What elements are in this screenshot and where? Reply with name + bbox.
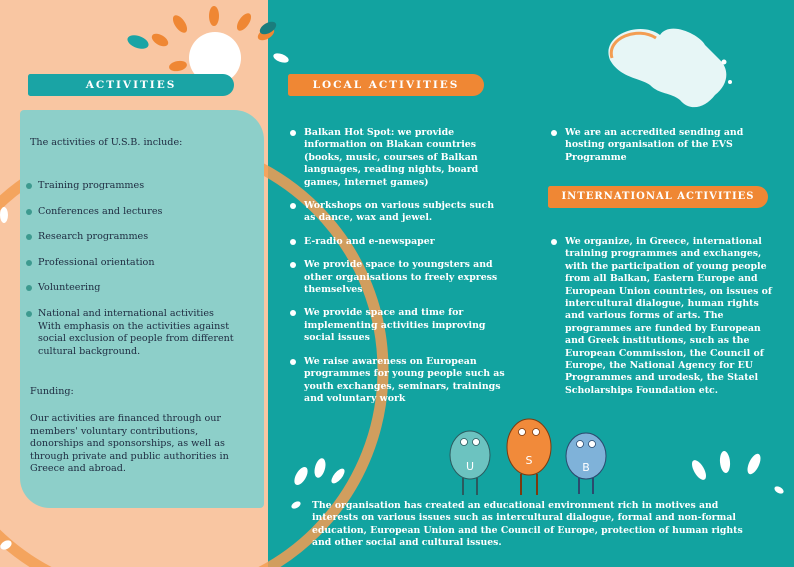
local-activities-list [290,127,506,405]
bullet-icon [26,311,32,317]
leaf-icon [126,33,151,52]
bullet-icon [290,262,296,268]
leaf-icon [272,52,290,65]
funding-heading: Funding: [30,386,74,397]
list-item: Research programmes [26,231,254,244]
evs-list [551,127,769,164]
bullet-icon [551,239,557,245]
list-item: Conferences and lectures [26,206,254,219]
sun-ray [168,60,187,73]
bullet-icon [290,310,296,316]
bullet-icon [26,285,32,291]
list-item: We organize, in Greece, international training programmes and exchanges, with the participation of young people from all Balkan, Eastern Europe and European Union countries, on issues of intercultural dialogue, human rights and various forms of arts. The programmes are funded by European and Greek institutions, such as the European Commission, the Council of Europe, the National Agency for EU Programmes and urodesk, the Statel Scholarships Foundation etc. [551,236,773,397]
leaf-icon [719,451,731,474]
bullet-icon [26,209,32,215]
list-item: We raise awareness on European programmes for young people such as youth exchanges, seminars, trainings and voluntary work [290,356,506,406]
list-item: We provide space and time for implementing activities improving social issues [290,307,506,344]
list-item: Volunteering [26,282,254,295]
mascot-b [566,433,606,494]
list-item: E-radio and e-newspaper [290,236,506,248]
activities-intro: The activities of U.S.B. include: [30,137,183,148]
list-item: Workshops on various subjects such as dance, wax and jewel. [290,200,506,225]
sun-ray [170,13,190,35]
leaf-icon [0,207,8,223]
mascot-s [507,419,551,495]
funding-text: Our activities are financed through our members' voluntary contributions, donorships and sponsorships, as well as through private and public authorities in Greece and abroad. [30,413,229,475]
leaf-icon [292,465,311,487]
bullet-icon [26,234,32,240]
mascot-s-letter: S [525,454,533,467]
local-activities-banner: LOCAL ACTIVITIES [288,74,484,96]
bullet-icon [551,130,557,136]
international-activities-list [551,236,773,397]
bullet-icon [26,183,32,189]
closing-paragraph: The organisation has created an educational environment rich in motives and interests on various issues such as intercultural dialogue, formal and non-formal education, European Union and the Council of Europe, protection of human rights and other social and cultural issues. [312,500,743,549]
list-item: Balkan Hot Spot: we provide information on Blakan countries (books, music, courses of Balkan languages, reading nights, board games, internet games) [290,127,506,189]
list-item: We provide space to youngsters and other organisations to freely express themselves [290,259,506,296]
leaf-icon [773,485,785,495]
bullet-icon [290,203,296,209]
leaf-icon [313,457,328,479]
bullet-icon [290,130,296,136]
list-item: National and international activities With emphasis on the activities against social exclusion of people from different cultural background. [26,308,254,358]
sun-ray [150,31,171,49]
leaf-icon [329,467,347,486]
leaf-icon [689,458,709,482]
list-item: Training programmes [26,180,254,193]
sun-ray [209,6,219,26]
sun-ray [234,11,254,33]
leaf-icon [290,500,302,510]
mascot-u [450,431,490,495]
leaf-icon [745,452,763,476]
list-item: We are an accredited sending and hosting organisation of the EVS Programme [551,127,769,164]
list-item: Professional orientation [26,257,254,270]
bullet-icon [26,260,32,266]
mascot-b-letter: B [582,461,590,474]
balkan-map-logo [608,29,732,108]
mascot-u-letter: U [465,460,475,473]
bullet-icon [290,359,296,365]
international-activities-banner: INTERNATIONAL ACTIVITIES [548,186,768,208]
activities-list [26,180,254,358]
bullet-icon [290,239,296,245]
activities-banner: ACTIVITIES [28,74,234,96]
